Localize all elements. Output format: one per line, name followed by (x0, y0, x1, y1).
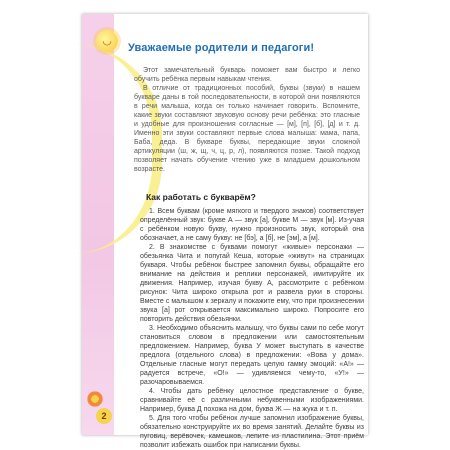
intro-paragraph: Этот замечательный букварь поможет вам быстро и легко обучить ребёнка первым навыкам чтения. (134, 67, 360, 83)
page-title: Уважаемые родители и педагоги! (128, 42, 315, 54)
instruction-paragraph: 5. Для того чтобы ребёнок лучше запомнил изображение буквы, обязательно конструируйте их во время занятий. Делайте буквы из пуговиц, верёвочек, камешков, лепите из пластилина. Этот приём позволит избежать ошибок при написании буквы. (140, 415, 364, 449)
page-number: 2 (96, 408, 112, 424)
instructions-text (140, 207, 364, 450)
sun-face: ◡ (102, 35, 112, 47)
section-title: Как работать с букварём? (146, 192, 256, 202)
instruction-paragraph: 2. В знакомстве с буквами помогут «живые» персонажи — обезьянка Чита и попугай Кеша, которые «живут» на страницах букваря. Чтобы ребёнок быстрее запомнил буквы, обращайте его внимание на действия и реплики персонажей, имитируйте их движения. Например, изучая букву А, рассмотрите с ребёнком рисунок: Чита широко открыла рот и развела руки в стороны. Вместе с малышом к зеркалу и покажите ему, что при произнесении звука [а] рот открывается максимально широко. Попросите его повторить действия обезьянки. (140, 244, 364, 323)
sun-icon (96, 30, 118, 52)
instruction-paragraph: 1. Всем буквам (кроме мягкого и твердого знаков) соответствует определённый звук: букве А — звук [а], букве М — звук [м]. Из-учая с ребёнком новую букву, нужно произносить звук, который она обозначает, а не саму букву: не [бэ], а [б], не [эм], а [м]. (140, 208, 364, 242)
intro-text (134, 66, 360, 174)
flower-icon (86, 390, 104, 408)
instruction-paragraph: 3. Необходимо объяснить малышу, что буквы сами по себе могут становиться словом в предложении или самостоятельным предложением. Например, буква У может выступать в качестве предлога (отдельного слова) в предложении: «Вова у дома». Отдельные гласные могут передать целую гамму эмоций: «А!» — радуется встрече, «О!» — удивляемся чему-то, «У!» — разочаровываемся. (140, 325, 364, 386)
book-page (82, 14, 368, 449)
instruction-paragraph: 4. Чтобы дать ребёнку целостное представление о букве, сравнивайте её с различными небуквенными изображениями. Например, буква Д похожа на дом, буква Ж — на жука и т. п. (140, 388, 364, 413)
intro-paragraph: В отличие от традиционных пособий, буквы (звуки) в нашем букваре даны в той последовательности, в которой они появляются в речи малыша, когда он только начинает говорить. Вспомните, какие звуки составляют звуковую основу речи ребёнка: это гласные и удобные для произношения согласные — [м], [п], [б], [д] и т. д. Именно эти звуки составляют первые слова малыша: мама, папа, Баба, деда. В букваре буквы, передающие звуки сложной артикуляции (ш, ж, щ, ч, ц, р, л), появляются позже. Такой подход позволяет начать обучение чтению уже в младшем дошкольном возрасте. (134, 85, 360, 173)
